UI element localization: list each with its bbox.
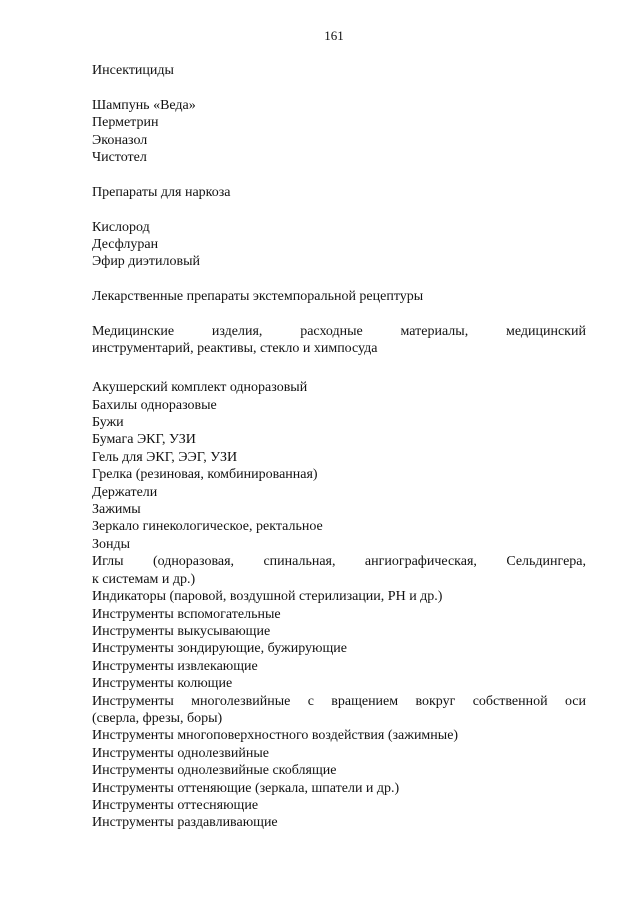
document-body [92, 62, 586, 832]
word: Сельдингера, [506, 554, 586, 570]
list-item: Акушерский комплект одноразовый [92, 380, 308, 396]
word: Инструменты [92, 693, 174, 709]
list-item: Инструменты зондирующие, бужирующие [92, 641, 347, 657]
list-item: Эконазол [92, 132, 148, 148]
spacer [92, 166, 586, 183]
word: оси [564, 693, 586, 709]
list-item-needles-line1 [92, 553, 586, 570]
list-item: Держатели [92, 484, 158, 500]
list-item: Инструменты многоповерхностного воздействия (зажимные) [92, 728, 459, 744]
list-item-needles-line2: к системам и др.) [92, 571, 196, 587]
list-item: Перметрин [92, 115, 159, 131]
word: медицинский [505, 324, 586, 340]
list-item-multiblade-line2: (сверла, фрезы, боры) [92, 710, 223, 726]
word: ангиографическая, [364, 554, 477, 570]
list-item: Инструменты колющие [92, 676, 233, 692]
list-medical-products-continued [92, 588, 586, 692]
word: (одноразовая, [152, 554, 235, 570]
list-item: Грелка (резиновая, комбинированная) [92, 467, 318, 483]
list-medical-products [92, 379, 586, 553]
list-item: Десфлуран [92, 237, 159, 253]
list-anesthesia [92, 219, 586, 271]
word: материалы, [400, 324, 469, 340]
word: изделия, [211, 324, 263, 340]
spacer [92, 201, 586, 218]
word: Иглы [92, 554, 124, 570]
spacer [92, 271, 586, 288]
list-item: Инструменты раздавливающие [92, 815, 278, 831]
list-item: Инструменты оттеняющие (зеркала, шпатели и др.) [92, 780, 400, 796]
word: вращением [331, 693, 399, 709]
section-heading-medical-line1 [92, 323, 586, 340]
section-heading-medical-line2: инструментарий, реактивы, стекло и химпосуда [92, 341, 378, 357]
word: вокруг [415, 693, 456, 709]
spacer [92, 358, 586, 375]
section-heading-anesthesia: Препараты для наркоза [92, 184, 231, 200]
spacer [92, 306, 586, 323]
list-item: Индикаторы (паровой, воздушной стерилизации, PH и др.) [92, 589, 443, 605]
word: Медицинские [92, 324, 175, 340]
word: с [307, 693, 314, 709]
page-number: 161 [324, 28, 344, 43]
list-item: Бахилы одноразовые [92, 397, 217, 413]
list-item: Инструменты извлекающие [92, 658, 258, 674]
list-item: Инструменты однолезвийные [92, 745, 269, 761]
list-medical-products-final [92, 727, 586, 831]
list-item: Кислород [92, 219, 150, 235]
word: многолезвийные [191, 693, 291, 709]
list-item: Инструменты оттесняющие [92, 797, 259, 813]
list-item: Зонды [92, 536, 131, 552]
list-item: Чистотел [92, 150, 147, 166]
section-heading-extemporal: Лекарственные препараты экстемпоральной рецептуры [92, 289, 424, 305]
word: спинальная, [263, 554, 336, 570]
list-item: Инструменты выкусывающие [92, 623, 271, 639]
spacer [92, 79, 586, 96]
word: расходные [300, 324, 363, 340]
list-item: Зеркало гинекологическое, ректальное [92, 519, 323, 535]
list-insecticides [92, 97, 586, 167]
word: собственной [472, 693, 548, 709]
list-item: Эфир диэтиловый [92, 254, 201, 270]
list-item: Инструменты однолезвийные скоблящие [92, 763, 337, 779]
list-item: Бужи [92, 415, 124, 431]
list-item: Зажимы [92, 502, 141, 518]
list-item: Инструменты вспомогательные [92, 606, 281, 622]
section-heading-insecticides: Инсектициды [92, 63, 174, 78]
list-item: Гель для ЭКГ, ЭЭГ, УЗИ [92, 449, 238, 465]
list-item-multiblade-line1 [92, 693, 586, 710]
list-item: Бумага ЭКГ, УЗИ [92, 432, 196, 448]
list-item: Шампунь «Веда» [92, 97, 196, 113]
